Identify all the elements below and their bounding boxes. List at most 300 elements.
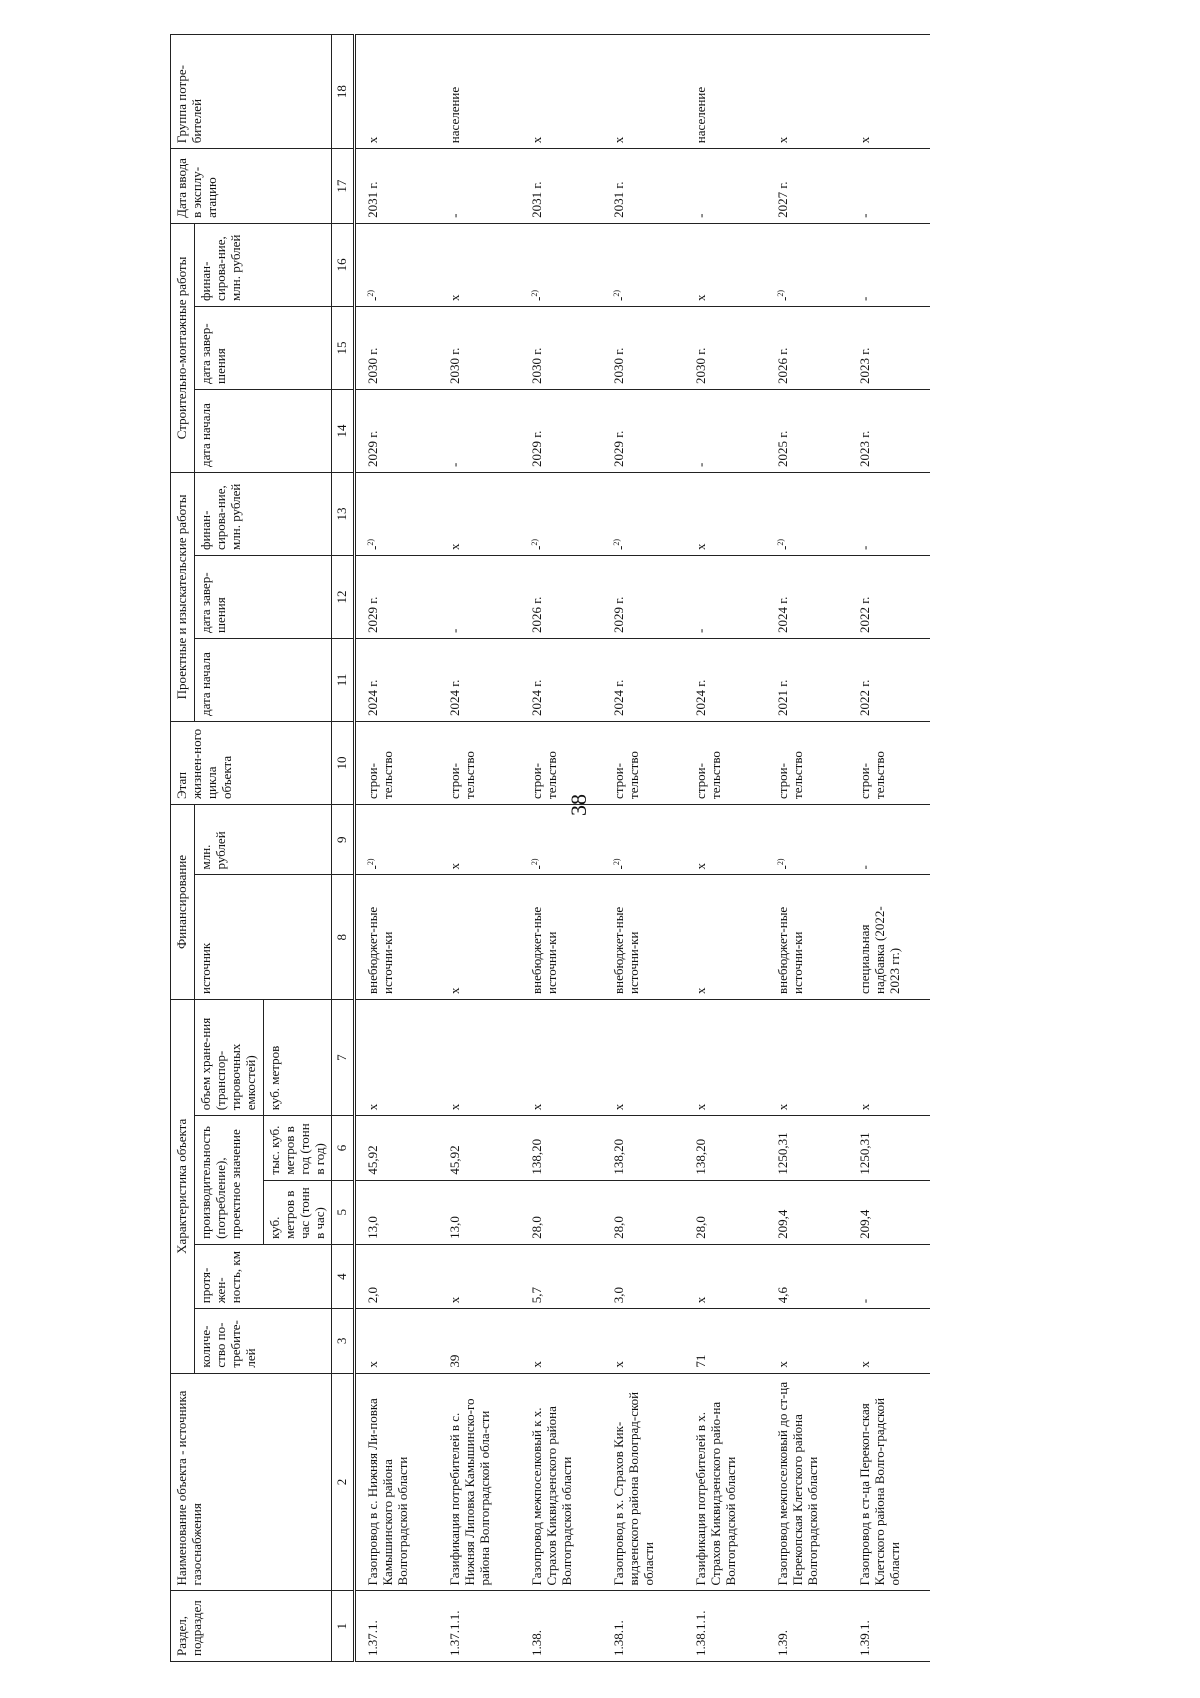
- lifecycle-cell-text: строи-тельство: [693, 751, 724, 799]
- object-name-cell-text: Газопровод межпоселковый к х. Страхов Киквидзенского района Волгоградской области: [529, 1406, 575, 1586]
- section-cell: [438, 1591, 520, 1662]
- capacity-year-cell: [355, 1116, 439, 1180]
- consumers-count-cell: [355, 1309, 439, 1373]
- design-end-cell-text: 2022 г.: [857, 596, 873, 633]
- financing-amount-cell-text: х: [447, 863, 463, 870]
- construction-start-cell: [355, 389, 439, 472]
- design-funding-cell-text: -: [776, 545, 792, 550]
- commissioning-cell: [520, 149, 602, 224]
- storage-cell-text: х: [529, 1103, 545, 1111]
- section-cell-text: 1.38.: [529, 1630, 545, 1656]
- page-number: 38: [566, 794, 591, 816]
- commissioning-cell: [766, 149, 848, 224]
- column-number: 17: [332, 149, 355, 224]
- capacity-year-cell: [438, 1116, 520, 1180]
- financing-source-cell-text: внебюджет-ные источни-ки: [611, 906, 642, 994]
- design-funding-cell-text: -: [366, 545, 382, 550]
- object-name-cell-text: Газификация потребителей в х. Страхов Киквидзенского райо-на Волгоградской области: [693, 1401, 739, 1586]
- construction-end-cell-text: 2030 г.: [447, 347, 463, 384]
- financing-amount-cell: [848, 804, 930, 875]
- construction-start-cell-text: -: [693, 462, 709, 467]
- commissioning-cell: [848, 149, 930, 224]
- storage-cell: [848, 1000, 930, 1116]
- header-design-works: Проектные и изыскательские работы: [171, 472, 195, 721]
- header-cubic-per-hour: куб. метров в час (тонн в час): [263, 1180, 332, 1244]
- table-header: [171, 35, 355, 1662]
- length-cell-text: -: [857, 1298, 873, 1304]
- design-end-cell: [602, 555, 684, 638]
- capacity-year-cell: [684, 1116, 766, 1180]
- commissioning-cell: [684, 149, 766, 224]
- length-cell-text: 3,0: [611, 1287, 627, 1304]
- commissioning-cell: [355, 149, 439, 224]
- length-cell: [520, 1244, 602, 1308]
- object-name-cell: [684, 1373, 766, 1591]
- commissioning-cell-text: -: [857, 213, 873, 218]
- storage-cell-text: х: [775, 1103, 791, 1111]
- design-funding-cell: [602, 472, 684, 555]
- design-start-cell-text: 2021 г.: [775, 679, 791, 716]
- design-start-cell-text: 2022 г.: [857, 679, 873, 716]
- construction-start-cell: [520, 389, 602, 472]
- design-start-cell: [438, 638, 520, 721]
- design-end-cell: [520, 555, 602, 638]
- financing-source-cell-text: внебюджет-ные источни-ки: [365, 906, 396, 994]
- section-cell-text: 1.37.1.1.: [447, 1610, 463, 1656]
- design-funding-cell-text: х: [693, 543, 709, 550]
- capacity-hour-cell-text: 13,0: [447, 1216, 463, 1239]
- design-start-cell: [848, 638, 930, 721]
- design-funding-cell: [684, 472, 766, 555]
- table-row: [848, 35, 930, 1662]
- commissioning-cell-text: -: [447, 213, 463, 218]
- consumers-count-cell: [438, 1309, 520, 1373]
- construction-funding-cell-text: -: [530, 296, 546, 301]
- lifecycle-cell-text: строи-тельство: [775, 751, 806, 799]
- commissioning-cell-text: 2031 г.: [365, 181, 381, 218]
- object-name-cell: [355, 1373, 439, 1591]
- object-name-cell-text: Газификация потребителей в с. Нижняя Липовка Камышинско-го района Волгоградской обла-сти: [447, 1398, 493, 1586]
- design-end-cell-text: 2026 г.: [529, 596, 545, 633]
- column-number: 4: [332, 1244, 355, 1308]
- storage-cell-text: х: [693, 1103, 709, 1111]
- column-number: 16: [332, 223, 355, 306]
- object-name-cell-text: Газопровод в х. Страхов Кик-видзенского района Волоград-ской области: [611, 1391, 657, 1586]
- lifecycle-cell: [602, 721, 684, 804]
- lifecycle-cell: [355, 721, 439, 804]
- design-end-cell-text: 2029 г.: [611, 596, 627, 633]
- header-construction-works: Строительно-монтажные работы: [171, 223, 195, 472]
- footnote-marker: 2): [612, 858, 622, 866]
- header-mln-rub: млн. рублей: [194, 804, 332, 875]
- capacity-year-cell-text: 1250,31: [775, 1132, 791, 1175]
- construction-end-cell-text: 2023 г.: [857, 347, 873, 384]
- consumers-count-cell-text: х: [611, 1361, 627, 1368]
- financing-amount-cell: [602, 804, 684, 875]
- financing-source-cell-text: внебюджет-ные источни-ки: [775, 906, 806, 994]
- design-start-cell: [766, 638, 848, 721]
- construction-start-cell-text: -: [447, 462, 463, 467]
- design-funding-cell-text: -: [857, 545, 873, 550]
- capacity-hour-cell-text: 13,0: [365, 1216, 381, 1239]
- consumer-group-cell: [684, 35, 766, 149]
- capacity-hour-cell: [438, 1180, 520, 1244]
- capacity-hour-cell: [848, 1180, 930, 1244]
- capacity-year-cell: [520, 1116, 602, 1180]
- construction-funding-cell-text: х: [447, 294, 463, 301]
- construction-funding-cell: [602, 223, 684, 306]
- storage-cell: [520, 1000, 602, 1116]
- construction-start-cell: [684, 389, 766, 472]
- footnote-marker: 2): [366, 538, 376, 546]
- capacity-year-cell: [766, 1116, 848, 1180]
- length-cell: [438, 1244, 520, 1308]
- consumer-group-cell-text: х: [365, 136, 381, 144]
- header-source: источник: [194, 875, 332, 1000]
- table-row: [766, 35, 848, 1662]
- consumer-group-cell-text: х: [857, 136, 873, 144]
- construction-funding-cell-text: -: [612, 296, 628, 301]
- header-length: протя-жен-ность, км: [194, 1244, 332, 1308]
- section-cell-text: 1.38.1.: [611, 1620, 627, 1656]
- construction-end-cell: [355, 306, 439, 389]
- object-name-cell-text: Газопровод межпоселковый до ст-ца Перекопская Клетского района Волгоградской области: [775, 1381, 821, 1586]
- design-start-cell-text: 2024 г.: [447, 679, 463, 716]
- capacity-hour-cell: [684, 1180, 766, 1244]
- financing-source-cell-text: х: [693, 987, 709, 994]
- capacity-hour-cell-text: 28,0: [529, 1216, 545, 1239]
- header-capacity: производительность (потребление), проектное значение: [194, 1116, 263, 1245]
- construction-start-cell: [438, 389, 520, 472]
- storage-cell: [602, 1000, 684, 1116]
- construction-end-cell: [766, 306, 848, 389]
- commissioning-cell: [438, 149, 520, 224]
- financing-amount-cell: [684, 804, 766, 875]
- design-start-cell-text: 2024 г.: [365, 679, 381, 716]
- capacity-year-cell: [848, 1116, 930, 1180]
- footnote-marker: 2): [530, 538, 540, 546]
- footnote-marker: 2): [776, 858, 786, 866]
- consumer-group-cell-text: х: [775, 136, 791, 144]
- object-name-cell: [438, 1373, 520, 1591]
- construction-funding-cell-text: -: [857, 296, 873, 301]
- length-cell-text: 5,7: [529, 1287, 545, 1304]
- construction-end-cell-text: 2030 г.: [611, 347, 627, 384]
- length-cell-text: 4,6: [775, 1287, 791, 1304]
- design-end-cell: [355, 555, 439, 638]
- column-number: 12: [332, 555, 355, 638]
- capacity-hour-cell: [766, 1180, 848, 1244]
- capacity-hour-cell-text: 209,4: [775, 1209, 791, 1239]
- consumers-count-cell-text: х: [857, 1361, 873, 1368]
- design-end-cell: [848, 555, 930, 638]
- consumers-count-cell: [602, 1309, 684, 1373]
- financing-amount-cell-text: -: [857, 865, 873, 870]
- column-numbers-row: [332, 35, 355, 1662]
- consumer-group-cell-text: население: [693, 86, 709, 144]
- object-name-cell: [602, 1373, 684, 1591]
- length-cell: [684, 1244, 766, 1308]
- header-construction-start: дата начала: [194, 389, 332, 472]
- financing-amount-cell-text: -: [366, 865, 382, 870]
- design-funding-cell: [438, 472, 520, 555]
- construction-funding-cell: [766, 223, 848, 306]
- commissioning-cell-text: 2031 г.: [529, 181, 545, 218]
- storage-cell-text: х: [365, 1103, 381, 1111]
- consumers-count-cell-text: 71: [693, 1354, 709, 1368]
- object-name-cell-text: Газопровод в с. Нижняя Ли-повка Камышинского района Волгоградской области: [365, 1398, 411, 1586]
- header-commissioning: Дата ввода в эксплу-атацию: [171, 149, 332, 224]
- consumer-group-cell: [602, 35, 684, 149]
- column-number: 1: [332, 1591, 355, 1662]
- column-number: 7: [332, 1000, 355, 1116]
- design-start-cell-text: 2024 г.: [529, 679, 545, 716]
- footnote-marker: 2): [530, 858, 540, 866]
- financing-amount-cell-text: -: [530, 865, 546, 870]
- construction-funding-cell: [520, 223, 602, 306]
- footnote-marker: 2): [366, 289, 376, 297]
- section-cell: [766, 1591, 848, 1662]
- construction-end-cell: [848, 306, 930, 389]
- capacity-year-cell-text: 138,20: [611, 1138, 627, 1175]
- consumers-count-cell-text: х: [365, 1361, 381, 1368]
- section-cell: [602, 1591, 684, 1662]
- header-characteristics: Характеристика объекта: [171, 1000, 195, 1374]
- consumer-group-cell: [520, 35, 602, 149]
- financing-source-cell: [355, 875, 439, 1000]
- table-row: [684, 35, 766, 1662]
- financing-amount-cell-text: -: [612, 865, 628, 870]
- object-name-cell: [520, 1373, 602, 1591]
- capacity-year-cell-text: 138,20: [529, 1138, 545, 1175]
- design-start-cell: [520, 638, 602, 721]
- length-cell: [848, 1244, 930, 1308]
- column-number: 14: [332, 389, 355, 472]
- storage-cell-text: х: [447, 1103, 463, 1111]
- financing-source-cell: [438, 875, 520, 1000]
- construction-funding-cell: [355, 223, 439, 306]
- capacity-hour-cell: [355, 1180, 439, 1244]
- construction-funding-cell: [438, 223, 520, 306]
- length-cell: [766, 1244, 848, 1308]
- construction-start-cell-text: 2029 г.: [529, 430, 545, 467]
- column-number: 18: [332, 35, 355, 149]
- header-consumers-count: количе-ство по-требите-лей: [194, 1309, 332, 1373]
- capacity-hour-cell-text: 28,0: [611, 1216, 627, 1239]
- construction-end-cell: [602, 306, 684, 389]
- column-number: 3: [332, 1309, 355, 1373]
- header-section: Раздел, подраздел: [171, 1591, 332, 1662]
- financing-source-cell: [848, 875, 930, 1000]
- footnote-marker: 2): [612, 289, 622, 297]
- column-number: 11: [332, 638, 355, 721]
- financing-source-cell-text: х: [447, 987, 463, 994]
- consumer-group-cell-text: х: [529, 136, 545, 144]
- table-body: [355, 35, 931, 1662]
- column-number: 9: [332, 804, 355, 875]
- header-financing: Финансирование: [171, 804, 195, 999]
- lifecycle-cell: [520, 721, 602, 804]
- object-name-cell: [848, 1373, 930, 1591]
- footnote-marker: 2): [612, 538, 622, 546]
- design-end-cell-text: 2029 г.: [365, 596, 381, 633]
- lifecycle-cell: [848, 721, 930, 804]
- section-cell-text: 1.39.: [775, 1630, 791, 1656]
- construction-end-cell-text: 2030 г.: [365, 347, 381, 384]
- length-cell: [355, 1244, 439, 1308]
- financing-amount-cell-text: х: [693, 863, 709, 870]
- financing-amount-cell: [355, 804, 439, 875]
- construction-funding-cell-text: -: [776, 296, 792, 301]
- financing-amount-cell: [438, 804, 520, 875]
- table-row: [438, 35, 520, 1662]
- construction-funding-cell: [684, 223, 766, 306]
- design-start-cell: [602, 638, 684, 721]
- rotated-table-container: [170, 34, 1050, 1662]
- lifecycle-cell: [438, 721, 520, 804]
- financing-source-cell-text: специальная надбавка (2022-2023 гг.): [857, 906, 903, 994]
- capacity-year-cell-text: 45,92: [447, 1145, 463, 1175]
- lifecycle-cell-text: строи-тельство: [365, 751, 396, 799]
- financing-source-cell: [684, 875, 766, 1000]
- commissioning-cell: [602, 149, 684, 224]
- financing-source-cell: [520, 875, 602, 1000]
- capacity-hour-cell: [602, 1180, 684, 1244]
- column-number: 2: [332, 1373, 355, 1591]
- header-design-funding: финан-сирова-ние, млн. рублей: [194, 472, 332, 555]
- consumer-group-cell: [766, 35, 848, 149]
- length-cell-text: х: [693, 1296, 709, 1304]
- capacity-year-cell: [602, 1116, 684, 1180]
- financing-amount-cell: [520, 804, 602, 875]
- section-cell-text: 1.38.1.1.: [693, 1610, 709, 1656]
- header-design-end: дата завер-шения: [194, 555, 332, 638]
- consumers-count-cell-text: х: [529, 1361, 545, 1368]
- storage-cell: [766, 1000, 848, 1116]
- consumer-group-cell-text: население: [447, 86, 463, 144]
- design-funding-cell-text: -: [612, 545, 628, 550]
- header-construction-end: дата завер-шения: [194, 306, 332, 389]
- commissioning-cell-text: 2027 г.: [775, 181, 791, 218]
- consumers-count-cell: [684, 1309, 766, 1373]
- section-cell-text: 1.37.1.: [365, 1620, 381, 1656]
- length-cell-text: 2,0: [365, 1287, 381, 1304]
- column-number: 10: [332, 721, 355, 804]
- storage-cell: [684, 1000, 766, 1116]
- consumer-group-cell: [438, 35, 520, 149]
- construction-start-cell-text: 2029 г.: [611, 430, 627, 467]
- lifecycle-cell-text: строи-тельство: [857, 751, 888, 799]
- footnote-marker: 2): [530, 289, 540, 297]
- construction-start-cell-text: 2023 г.: [857, 430, 873, 467]
- lifecycle-cell-text: строи-тельство: [611, 751, 642, 799]
- section-cell: [355, 1591, 439, 1662]
- lifecycle-cell: [684, 721, 766, 804]
- section-cell-text: 1.39.1.: [857, 1620, 873, 1656]
- financing-amount-cell-text: -: [776, 865, 792, 870]
- construction-start-cell: [766, 389, 848, 472]
- design-end-cell: [684, 555, 766, 638]
- section-cell: [520, 1591, 602, 1662]
- construction-start-cell-text: 2029 г.: [365, 430, 381, 467]
- commissioning-cell-text: -: [693, 213, 709, 218]
- table-row: [520, 35, 602, 1662]
- construction-end-cell-text: 2026 г.: [775, 347, 791, 384]
- design-end-cell-text: -: [447, 628, 463, 633]
- header-design-start: дата начала: [194, 638, 332, 721]
- capacity-hour-cell-text: 28,0: [693, 1216, 709, 1239]
- footnote-marker: 2): [776, 289, 786, 297]
- footnote-marker: 2): [366, 858, 376, 866]
- section-cell: [684, 1591, 766, 1662]
- design-start-cell-text: 2024 г.: [693, 679, 709, 716]
- consumers-count-cell-text: х: [775, 1361, 791, 1368]
- financing-source-cell-text: внебюджет-ные источни-ки: [529, 906, 560, 994]
- design-funding-cell-text: -: [530, 545, 546, 550]
- header-thousand-cubic-per-year: тыс. куб. метров в год (тонн в год): [263, 1116, 332, 1180]
- column-number: 5: [332, 1180, 355, 1244]
- length-cell: [602, 1244, 684, 1308]
- capacity-year-cell-text: 45,92: [365, 1145, 381, 1175]
- header-consumer-group: Группа потре-бителей: [171, 35, 332, 149]
- consumers-count-cell: [848, 1309, 930, 1373]
- consumer-group-cell: [848, 35, 930, 149]
- section-cell: [848, 1591, 930, 1662]
- storage-cell-text: х: [611, 1103, 627, 1111]
- design-end-cell-text: -: [693, 628, 709, 633]
- construction-end-cell: [520, 306, 602, 389]
- design-funding-cell: [355, 472, 439, 555]
- consumers-count-cell: [766, 1309, 848, 1373]
- lifecycle-cell-text: строи-тельство: [529, 751, 560, 799]
- header-construction-funding: финан-сирова-ние, млн. рублей: [194, 223, 332, 306]
- commissioning-cell-text: 2031 г.: [611, 181, 627, 218]
- capacity-year-cell-text: 1250,31: [857, 1132, 873, 1175]
- object-name-cell: [766, 1373, 848, 1591]
- capacity-year-cell-text: 138,20: [693, 1138, 709, 1175]
- consumers-count-cell: [520, 1309, 602, 1373]
- construction-end-cell: [684, 306, 766, 389]
- column-number: 8: [332, 875, 355, 1000]
- storage-cell: [355, 1000, 439, 1116]
- construction-end-cell-text: 2030 г.: [693, 347, 709, 384]
- design-funding-cell-text: х: [447, 543, 463, 550]
- capacity-hour-cell: [520, 1180, 602, 1244]
- construction-funding-cell: [848, 223, 930, 306]
- construction-end-cell-text: 2030 г.: [529, 347, 545, 384]
- column-number: 13: [332, 472, 355, 555]
- footnote-marker: 2): [776, 538, 786, 546]
- design-funding-cell: [848, 472, 930, 555]
- header-cubic-meters: куб. метров: [263, 1000, 332, 1116]
- design-funding-cell: [520, 472, 602, 555]
- lifecycle-cell-text: строи-тельство: [447, 751, 478, 799]
- header-lifecycle: Этап жизнен-ного цикла объекта: [171, 721, 332, 804]
- table-row: [602, 35, 684, 1662]
- object-name-cell-text: Газопровод в ст-ца Перекоп-ская Клетского района Волго-градской области: [857, 1397, 903, 1586]
- design-start-cell-text: 2024 г.: [611, 679, 627, 716]
- design-end-cell: [438, 555, 520, 638]
- gas-supply-table: [170, 34, 930, 1662]
- construction-funding-cell-text: -: [366, 296, 382, 301]
- financing-source-cell: [766, 875, 848, 1000]
- design-end-cell: [766, 555, 848, 638]
- storage-cell-text: х: [857, 1103, 873, 1111]
- construction-start-cell: [848, 389, 930, 472]
- construction-start-cell: [602, 389, 684, 472]
- consumer-group-cell-text: х: [611, 136, 627, 144]
- column-number: 15: [332, 306, 355, 389]
